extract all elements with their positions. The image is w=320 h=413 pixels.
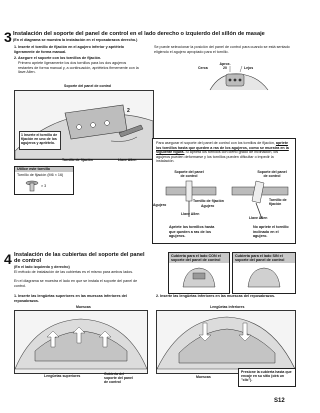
screw-info-box — [14, 166, 74, 195]
label-muescas-top: Muescas — [76, 305, 91, 309]
screw-info-desc: Tornillo de fijación (M6 × 16) — [17, 173, 64, 177]
section-4-title: Instalación de las cubiertas del soporte del panel de control — [14, 252, 145, 265]
screw-qty: × 3 — [41, 184, 47, 188]
note-box — [152, 138, 296, 244]
section-3-subtitle: (En el diagrama se muestra la instalación en el reposabrazos derecho.) — [13, 38, 138, 42]
step-2-text: 2. Asegure el soporte con los tornillos de fijación. — [14, 56, 102, 60]
cover-without-icon — [244, 265, 284, 291]
cover-install-illustration-1 — [14, 310, 148, 374]
section-3-number: 3 — [4, 29, 12, 45]
position-note: Se puede seleccionar la posición del panel de control para cuando se está sentado eligiendo el agujero apropiado para el tornillo. — [154, 45, 290, 54]
note-text: Para asegurar el soporte del panel de control con los tornillos de fijación, apriete los tornillos hasta que queden a ras de los agujeros, como se muestra en la siguiente figura. Si aprieta los tornillos con cierto grado de inclinación, los agujeros pueden deformarse y los tornillos pueden dificultar o impedir la instalación. — [156, 141, 289, 163]
label-cubierta-soporte: Cubierta del soporte del panel de control — [104, 372, 133, 384]
press-cover-note: Presione la cubierta hasta que encaje en su sitio (oirá un "clic"). — [238, 368, 296, 387]
note-label-soporte-left: Soporte del panel de control — [174, 170, 204, 178]
page-number: S12 — [274, 398, 285, 404]
section-4-step-1: 1. Inserte las lengüetas superiores en las muescas inferiores del reposabrazos. — [14, 294, 127, 303]
position-illustration — [190, 60, 278, 92]
cover-without-bracket-box — [232, 252, 296, 294]
label-lejos: Lejos — [244, 66, 254, 70]
label-muescas-bottom: Muescas — [196, 375, 211, 379]
section-4-step-2: 2. Inserte las lengüetas inferiores en las muescas del reposabrazos. — [156, 294, 276, 298]
note-label-agujero-mid: Agujero — [201, 204, 215, 208]
screw-icon — [25, 180, 39, 192]
label-lengüetas-superiores: Lengüetas superiores — [44, 374, 81, 378]
bracket-illustration — [14, 90, 154, 160]
note-label-llave-left: Llave Allen — [181, 212, 200, 216]
cover-without-label: Cubierta para el lado SIN el soporte del panel de control — [233, 253, 295, 263]
note-caption-left: Apriete los tornillos hasta que queden a ras de los agujeros. — [169, 225, 215, 238]
note-caption-right: No apriete el tornillo inclinado en el agujero. — [253, 225, 289, 238]
step-1-text: 1. Inserte el tornillo de fijación en el agujero inferior y apriételo ligeramente de forma manual. — [14, 45, 125, 54]
step-2-detail: Primero apriete ligeramente los dos tornillos para los dos agujeros restantes de forma manual y, a continuación, apriételos firmemente con la llave Allen. — [18, 61, 139, 74]
label-tornillo-fijacion: Tornillo de fijación — [62, 158, 93, 162]
section-4-intro-1: El método de instalación de las cubiertas es el mismo para ambos lados. — [14, 270, 134, 274]
label-cerca: Cerca — [198, 66, 208, 70]
section-4-number: 4 — [4, 251, 12, 267]
section-3-title: Instalación del soporte del panel de control en el lado derecho o izquierdo del sillón de masaje — [13, 31, 265, 37]
cover-with-icon — [179, 265, 219, 291]
label-lengüetas-inferiores: Lengüetas inferiores — [210, 305, 245, 309]
label-aprox: Aprox. 20 — [219, 62, 231, 70]
note-label-tornillo-mid: Tornillo de fijación — [193, 199, 224, 203]
screw-info-title: Utilice este tornillo — [15, 167, 73, 172]
section-4-intro-2: En el diagrama se muestra el lado en que se instala el soporte del panel de control. — [14, 279, 138, 288]
note-label-llave-right: Llave Allen — [249, 216, 268, 220]
cover-install-illustration-2 — [156, 310, 296, 374]
note-label-tornillo-right: Tornillo de fijación — [269, 198, 287, 206]
cover-with-bracket-box — [168, 252, 230, 294]
label-soporte-panel: Soporte del panel de control — [64, 84, 112, 88]
note-label-soporte-right: Soporte del panel de control — [257, 170, 287, 178]
note-label-agujero-left: Agujero — [153, 203, 167, 207]
insert-screw-callout: 1 Inserte el tornillo de fijación en uno de los agujeros y apriételo. — [19, 131, 61, 150]
marker-2: 2 — [127, 108, 130, 114]
cover-with-label: Cubierta para el lado CON el soporte del panel de control — [169, 253, 229, 263]
label-llave-allen: Llave Allen — [118, 158, 137, 162]
section-4-subtitle: (En el lado izquierdo y derecho) — [14, 265, 70, 269]
